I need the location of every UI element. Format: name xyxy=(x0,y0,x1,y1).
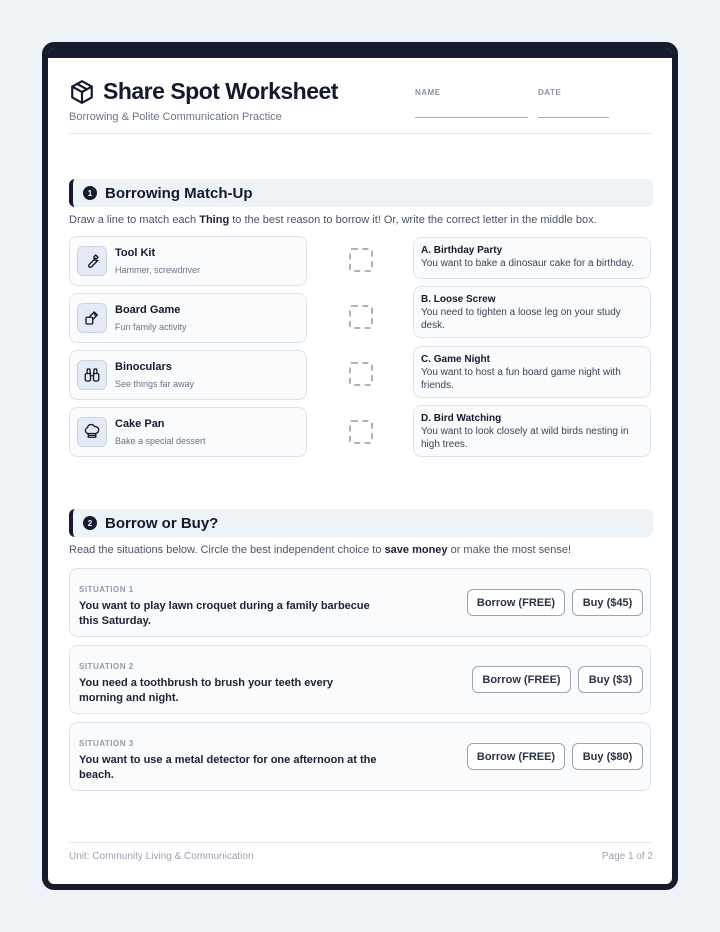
worksheet-footer xyxy=(69,842,653,862)
thing-desc: See things far away xyxy=(115,379,195,389)
sheet-top-bar xyxy=(48,48,672,58)
reason-card xyxy=(413,237,651,279)
date-line xyxy=(538,117,609,118)
section-title: Borrowing Match-Up xyxy=(105,184,253,202)
reason-text: You want to look closely at wild birds nesting in high trees. xyxy=(421,426,629,450)
section-number: 1 xyxy=(83,186,97,200)
buy-button[interactable]: Buy ($3) xyxy=(578,666,643,693)
chef-hat-icon xyxy=(77,417,107,447)
section-2-instruction: Read the situations below. Circle the best independent choice to save money or make the most sense! xyxy=(69,544,572,556)
wrench-icon xyxy=(77,246,107,276)
thing-desc: Bake a special dessert xyxy=(115,436,206,446)
reason-card xyxy=(413,346,651,398)
situation-card xyxy=(69,645,651,714)
thing-name: Binoculars xyxy=(115,361,172,373)
situation-text: You want to use a metal detector for one afternoon at the beach. xyxy=(79,754,377,782)
name-field[interactable] xyxy=(415,88,528,118)
answer-box[interactable] xyxy=(349,305,373,329)
date-field[interactable] xyxy=(538,88,609,118)
name-label: NAME xyxy=(415,88,441,97)
game-piece-icon xyxy=(77,303,107,333)
thing-name: Cake Pan xyxy=(115,418,165,430)
reason-card xyxy=(413,286,651,338)
thing-name: Board Game xyxy=(115,304,181,316)
answer-box[interactable] xyxy=(349,362,373,386)
situation-label: SITUATION 2 xyxy=(79,662,134,671)
thing-desc: Hammer, screwdriver xyxy=(115,265,201,275)
section-1-instruction: Draw a line to match each Thing to the best reason to borrow it! Or, write the correct letter in the middle box. xyxy=(69,214,597,226)
reason-card xyxy=(413,405,651,457)
situation-label: SITUATION 1 xyxy=(79,585,134,594)
reason-title: B. Loose Screw xyxy=(421,294,496,305)
page-title: Share Spot Worksheet xyxy=(103,78,338,104)
situation-card xyxy=(69,568,651,637)
buy-button[interactable]: Buy ($80) xyxy=(572,743,643,770)
thing-card xyxy=(69,236,307,286)
situation-text: You want to play lawn croquet during a family barbecue this Saturday. xyxy=(79,600,370,628)
reason-text: You want to host a fun board game night with friends. xyxy=(421,367,621,391)
thing-card xyxy=(69,350,307,400)
borrow-button[interactable]: Borrow (FREE) xyxy=(472,666,571,693)
worksheet-header xyxy=(69,78,653,134)
reason-text: You need to tighten a loose leg on your study desk. xyxy=(421,307,621,331)
date-label: DATE xyxy=(538,88,562,97)
section-2-header xyxy=(69,509,653,537)
worksheet-sheet xyxy=(42,42,678,890)
answer-box[interactable] xyxy=(349,248,373,272)
section-title: Borrow or Buy? xyxy=(105,514,219,532)
reason-title: A. Birthday Party xyxy=(421,245,503,256)
answer-box[interactable] xyxy=(349,420,373,444)
section-number: 2 xyxy=(83,516,97,530)
reason-title: D. Bird Watching xyxy=(421,413,502,424)
name-line xyxy=(415,117,528,118)
section-1-header xyxy=(69,179,653,207)
situation-label: SITUATION 3 xyxy=(79,739,134,748)
borrow-button[interactable]: Borrow (FREE) xyxy=(467,589,565,616)
thing-card xyxy=(69,293,307,343)
reason-title: C. Game Night xyxy=(421,354,490,365)
thing-card xyxy=(69,407,307,457)
reason-text: You want to bake a dinosaur cake for a birthday. xyxy=(421,258,634,269)
buy-button[interactable]: Buy ($45) xyxy=(572,589,643,616)
thing-desc: Fun family activity xyxy=(115,322,187,332)
box-icon xyxy=(69,79,95,105)
situation-card xyxy=(69,722,651,791)
thing-name: Tool Kit xyxy=(115,247,156,259)
borrow-button[interactable]: Borrow (FREE) xyxy=(467,743,565,770)
situation-text: You need a toothbrush to brush your teeth every morning and night. xyxy=(79,677,334,705)
page-subtitle: Borrowing & Polite Communication Practice xyxy=(69,111,282,123)
page-number: Page 1 of 2 xyxy=(601,851,653,862)
binoculars-icon xyxy=(77,360,107,390)
unit-label: Unit: Community Living & Communication xyxy=(69,851,254,862)
